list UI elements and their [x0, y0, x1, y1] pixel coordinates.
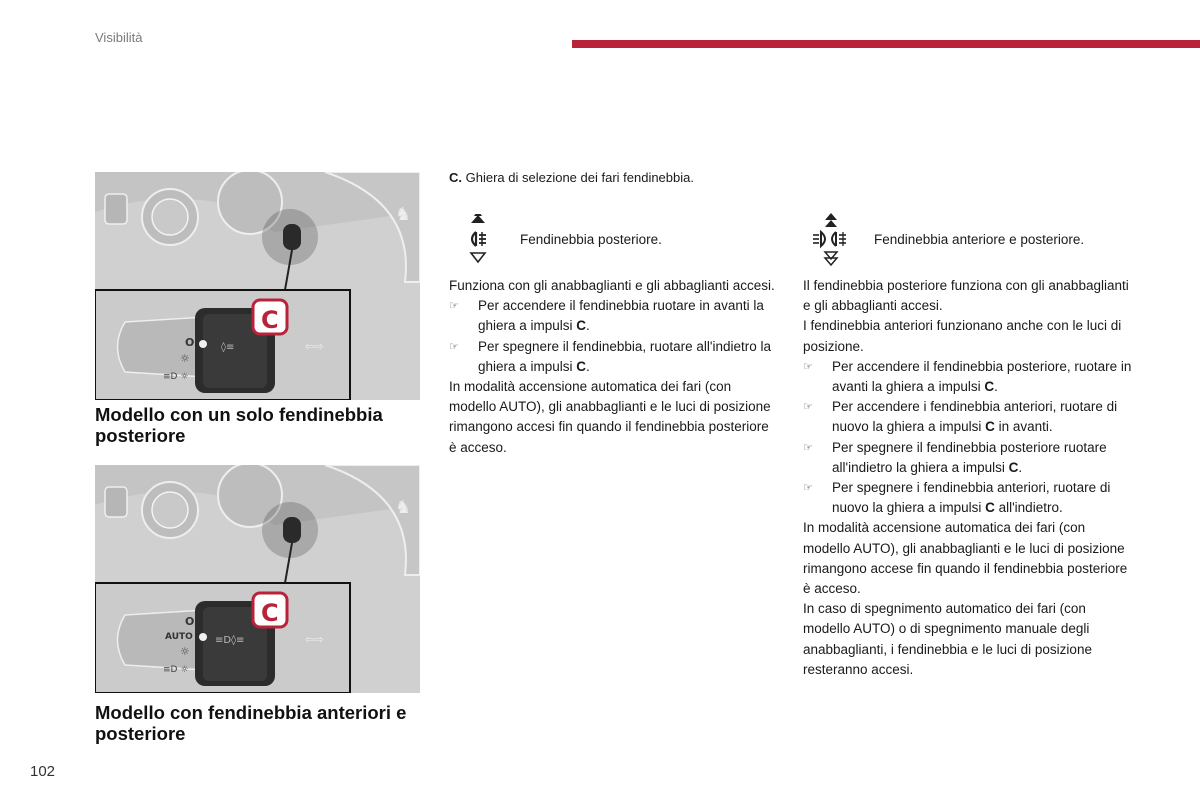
bullet-item: ☞ Per accendere il fendinebbia posteriore, ruotare in avanti la ghiera a impulsi C. — [803, 358, 1132, 395]
c-definition — [449, 168, 779, 188]
callout-c: C — [261, 599, 279, 627]
svg-text:≡D◊≡: ≡D◊≡ — [215, 635, 245, 646]
figure-front-rear-fog — [95, 465, 420, 693]
svg-text:O: O — [185, 336, 195, 349]
indicator-auto: AUTO — [165, 632, 193, 642]
rear-fog-label: Fendinebbia posteriore. — [520, 232, 662, 247]
pointing-hand-icon: ☞ — [449, 300, 459, 313]
svg-text:☼: ☼ — [180, 645, 190, 658]
text-column-2 — [803, 276, 1133, 680]
section-title: Visibilità — [95, 30, 143, 45]
caption-single-rear-fog: Modello con un solo fendinebbia posteriore — [95, 404, 383, 446]
dashboard-illustration — [95, 465, 420, 693]
bullet-item: ☞ Per spegnere il fendinebbia posteriore ruotare all'indietro la ghiera a impulsi C. — [803, 439, 1107, 475]
page-number: 102 — [30, 763, 56, 780]
header-accent-bar — [572, 40, 1200, 48]
caption-front-rear-fog: Modello con fendinebbia anteriori e posteriore — [95, 702, 407, 744]
paragraph: Funziona con gli anabbaglianti e gli abbaglianti accesi. — [449, 278, 775, 293]
paragraph: In modalità accensione automatica dei fari (con modello AUTO), gli anabbaglianti e le luci di posizione rimangono accesi fin quando il fendinebbia posteriore è acceso. — [449, 379, 771, 455]
bullet-item: ☞ Per accendere i fendinebbia anteriori, ruotare di nuovo la ghiera a impulsi C in avanti. — [803, 399, 1118, 435]
pointing-hand-icon: ☞ — [803, 441, 813, 454]
front-rear-fog-label: Fendinebbia anteriore e posteriore. — [874, 232, 1085, 247]
pointing-hand-icon: ☞ — [803, 482, 813, 495]
svg-text:♞: ♞ — [395, 204, 412, 225]
rear-fog-light-icon — [462, 214, 498, 266]
bullet-item: ☞ Per spegnere il fendinebbia, ruotare all'indietro la ghiera a impulsi C. — [449, 338, 772, 374]
bullet-item: ☞ Per spegnere i fendinebbia anteriori, ruotare di nuovo la ghiera a impulsi C all'indietro. — [803, 480, 1111, 516]
text-column-1 — [449, 276, 777, 458]
pointing-hand-icon: ☞ — [449, 340, 459, 353]
paragraph: I fendinebbia anteriori funzionano anche con le luci di posizione. — [803, 318, 1122, 354]
svg-text:◊≡: ◊≡ — [221, 342, 235, 353]
indicator-off: O — [185, 615, 195, 628]
svg-text:⇦⇨: ⇦⇨ — [305, 340, 324, 353]
callout-c: C — [261, 306, 279, 334]
svg-text:≡D ☼: ≡D ☼ — [163, 665, 189, 675]
paragraph: In caso di spegnimento automatico dei fari (con modello AUTO) o di spegnimento manuale degli anabbaglianti, i fendinebbia e le luci di posizione resteranno accesi. — [803, 601, 1092, 677]
svg-text:⇦⇨: ⇦⇨ — [305, 633, 324, 646]
bullet-item: ☞ Per accendere il fendinebbia ruotare in avanti la ghiera a impulsi C. — [449, 298, 764, 334]
paragraph: In modalità accensione automatica dei fari (con modello AUTO), gli anabbaglianti e le luci di posizione rimangono accese fin quando il fendinebbia posteriore è acceso. — [803, 520, 1128, 597]
front-rear-fog-light-icon — [810, 212, 858, 268]
c-text: Ghiera di selezione dei fari fendinebbia. — [462, 170, 694, 185]
figure-single-rear-fog — [95, 172, 420, 400]
pointing-hand-icon: ☞ — [803, 401, 813, 414]
svg-text:≡D ☼: ≡D ☼ — [163, 372, 189, 382]
pointing-hand-icon: ☞ — [803, 360, 813, 373]
paragraph: Il fendinebbia posteriore funziona con gli anabbaglianti e gli abbaglianti accesi. — [803, 278, 1129, 314]
svg-text:☼: ☼ — [180, 352, 190, 365]
svg-text:♞: ♞ — [395, 497, 412, 518]
c-key: C. — [449, 170, 462, 185]
dashboard-illustration — [95, 172, 420, 400]
